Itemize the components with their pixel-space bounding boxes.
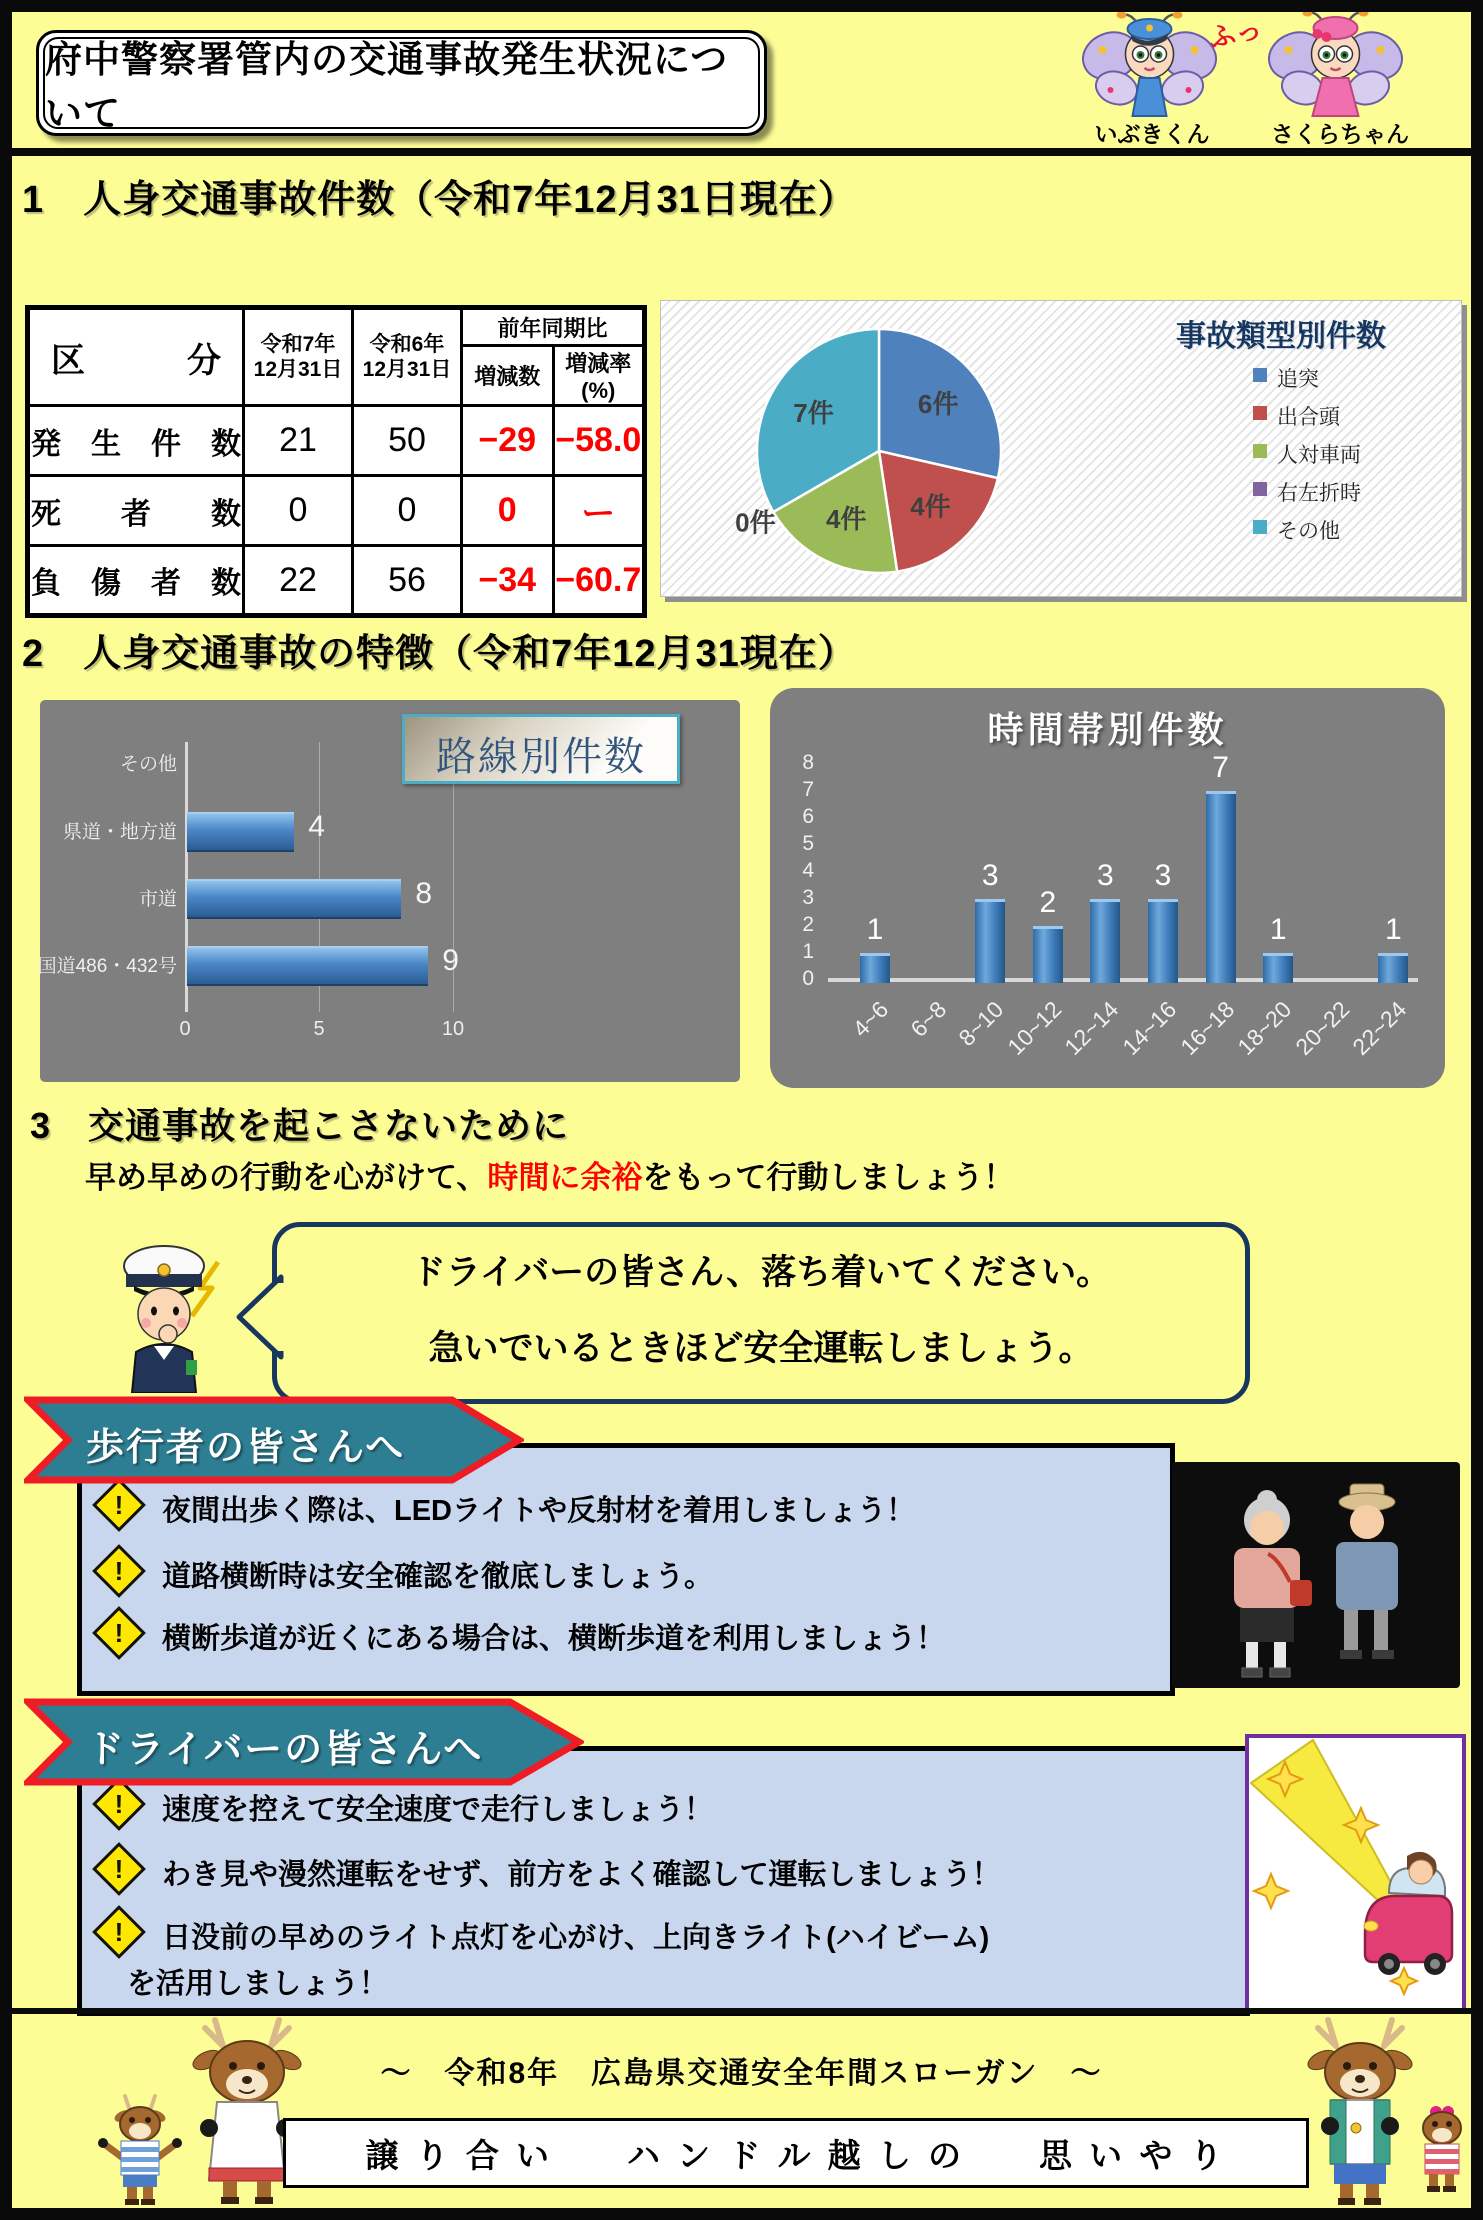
- bubble-line-2: 急いでいるときほど安全運転しましょう。: [428, 1329, 1094, 1368]
- slogan-text: 譲 り 合 い ハ ン ド ル 越 し の 思 い や り: [365, 2136, 1227, 2174]
- time-bar-value: 7: [1212, 751, 1229, 784]
- warning-icon: !: [92, 1606, 146, 1660]
- row-value: 0: [244, 476, 353, 546]
- route-tick-label: 5: [313, 1018, 325, 1040]
- time-category-label: 4~6: [847, 996, 894, 1042]
- time-bar: [1033, 926, 1063, 983]
- header-divider: [0, 148, 1483, 156]
- time-ytick-label: 0: [802, 967, 814, 990]
- time-bar-chart: [770, 688, 1445, 1088]
- warning-icon: !: [92, 1777, 146, 1831]
- butterfly-mascot-ibuki: [1072, 6, 1227, 118]
- route-category-label: 市道: [138, 889, 177, 910]
- legend-label: 人対車両: [1277, 444, 1361, 467]
- warning-icon: !: [92, 1544, 146, 1598]
- table-header-r7-line1: 令和7年: [260, 332, 336, 356]
- speech-bubble: [272, 1222, 1250, 1404]
- route-bar: [187, 879, 401, 919]
- row-rate: −58.0: [553, 406, 645, 476]
- time-category-label: 20~22: [1290, 996, 1355, 1061]
- legend-swatch: [1253, 482, 1267, 496]
- accident-type-pie: [661, 301, 1121, 596]
- row-value: 22: [244, 546, 353, 616]
- time-bar: [975, 899, 1005, 983]
- bubble-line-1: ドライバーの皆さん、落ち着いてください。: [410, 1253, 1112, 1292]
- row-diff: −29: [462, 406, 554, 476]
- driver-item-text: 速度を控えて安全速度で走行しましょう！: [162, 1794, 714, 1826]
- table-header-r7: [244, 308, 353, 406]
- legend-label: その他: [1277, 520, 1340, 543]
- pie-slice-label: 0件: [735, 507, 776, 538]
- pie-slice-label: 6件: [917, 388, 959, 419]
- lead-before: 早め早めの行動を心がけて、: [85, 1160, 488, 1195]
- warning-icon: !: [92, 1478, 146, 1532]
- table-row: [28, 406, 645, 476]
- time-bar: [1090, 899, 1120, 983]
- route-bar-value: 9: [442, 944, 459, 977]
- time-ytick-label: 3: [802, 886, 814, 909]
- time-bar: [1263, 953, 1293, 983]
- row-rate: ー: [553, 476, 645, 546]
- time-ytick-label: 1: [802, 940, 814, 963]
- section3-heading: 3 交通事故を起こさないために: [30, 1105, 570, 1146]
- route-bar-value: 8: [415, 877, 433, 910]
- route-bar: [187, 812, 294, 852]
- lead-after: をもって行動しましょう！: [642, 1160, 1015, 1195]
- slogan-title: ～ 令和8年 広島県交通安全年間スローガン ～: [380, 2057, 1103, 2090]
- time-ytick-label: 2: [802, 913, 814, 936]
- time-ytick-label: 6: [802, 805, 814, 828]
- time-bar-value: 1: [1385, 913, 1402, 946]
- driver-item-text: 日没前の早めのライト点灯を心がけ、上向きライト(ハイビーム): [162, 1922, 990, 1954]
- table-header-rate: 増減率(%): [553, 346, 645, 406]
- legend-swatch: [1253, 520, 1267, 534]
- legend-item: [1253, 515, 1433, 541]
- time-ytick-label: 8: [802, 751, 814, 774]
- time-bar-value: 3: [1154, 859, 1172, 892]
- table-header-diff: 増減数: [462, 346, 554, 406]
- warning-icon: !: [92, 1842, 146, 1896]
- section1-heading: 1 人身交通事故件数（令和7年12月31日現在）: [22, 179, 857, 221]
- elderly-couple-drawing: [1172, 1462, 1460, 1688]
- time-ytick-label: 5: [802, 832, 814, 855]
- accident-stats-table: [25, 305, 647, 618]
- table-header-r6-line2: 12月31日: [362, 358, 452, 381]
- time-category-label: 16~18: [1174, 996, 1239, 1061]
- legend-label: 右左折時: [1277, 482, 1361, 505]
- time-bar-value: 3: [1097, 859, 1114, 892]
- row-value: 21: [244, 406, 353, 476]
- page-title: 府中警察署管内の交通事故発生状況について: [45, 39, 729, 134]
- driver-item-continuation: を活用しましょう！: [127, 1968, 389, 2000]
- time-ytick-label: 7: [802, 778, 814, 801]
- row-rate: −60.7: [553, 546, 645, 616]
- pedestrian-banner: [24, 1396, 524, 1484]
- pie-slice-label: 4件: [910, 491, 951, 522]
- pedestrian-item-text: 夜間出歩く際は、LEDライトや反射材を着用しましょう！: [162, 1495, 916, 1527]
- time-category-label: 12~14: [1059, 996, 1124, 1061]
- legend-label: 追突: [1277, 368, 1319, 391]
- legend-item: [1253, 439, 1433, 465]
- time-bar: [1148, 899, 1178, 983]
- row-label: 死 者 数: [28, 476, 244, 546]
- time-category-label: 8~10: [953, 996, 1009, 1052]
- row-label: 負 傷 者 数: [28, 546, 244, 616]
- mascot-sound-text: ふっ: [1206, 14, 1265, 54]
- legend-item: [1253, 363, 1433, 389]
- route-category-label: 国道486・432号: [37, 956, 177, 977]
- pedestrian-item-text: 道路横断時は安全確認を徹底しましょう。: [162, 1561, 714, 1593]
- time-category-label: 10~12: [1002, 996, 1067, 1061]
- time-ytick-label: 4: [802, 859, 814, 882]
- time-category-label: 14~16: [1117, 996, 1182, 1061]
- driver-item-text: わき見や漫然運転をせず、前方をよく確認して運転しましょう！: [162, 1859, 1001, 1891]
- elderly-couple-image: [1172, 1462, 1460, 1688]
- time-bar: [860, 953, 890, 983]
- headlight-driver-drawing: [1249, 1738, 1454, 2002]
- table-header-r6: [353, 308, 462, 406]
- route-chart-title: 路線別件数: [436, 735, 646, 779]
- driver-banner-text: ドライバーの皆さんへ: [86, 1729, 484, 1771]
- time-bar-value: 1: [1269, 913, 1287, 946]
- driver-banner: [24, 1698, 584, 1786]
- row-diff: −34: [462, 546, 554, 616]
- lead-red: 時間に余裕: [487, 1160, 643, 1195]
- table-header-kubun: 区 分: [28, 308, 244, 406]
- legend-item: [1253, 477, 1433, 503]
- time-chart-title: 時間帯別件数: [987, 709, 1228, 750]
- legend-swatch: [1253, 406, 1267, 420]
- route-category-label: 県道・地方道: [62, 822, 177, 843]
- table-header-r7-line2: 12月31日: [253, 358, 343, 381]
- section2-heading: 2 人身交通事故の特徴（令和7年12月31現在）: [22, 633, 857, 675]
- butterfly-mascot-sakura: [1258, 6, 1413, 118]
- row-value: 50: [353, 406, 462, 476]
- time-axis-line: [828, 978, 1418, 982]
- legend-label: 出合頭: [1277, 406, 1340, 429]
- route-chart-title-box: [402, 714, 680, 784]
- pie-slice-label: 4件: [825, 504, 867, 535]
- route-bar-chart: [37, 700, 740, 1082]
- table-row: [28, 546, 645, 616]
- time-bar-value: 1: [866, 913, 884, 946]
- accident-type-pie-panel: [660, 300, 1462, 597]
- time-bar: [1206, 791, 1236, 983]
- row-label: 発 生 件 数: [28, 406, 244, 476]
- route-category-label: その他: [119, 754, 177, 775]
- legend-swatch: [1253, 444, 1267, 458]
- pedestrian-item-text: 横断歩道が近くにある場合は、横断歩道を利用しましょう！: [162, 1623, 946, 1655]
- row-diff: 0: [462, 476, 554, 546]
- time-bar: [1378, 953, 1408, 983]
- mascot-label-sakura: さくらちゃん: [1271, 121, 1409, 147]
- table-row: [28, 476, 645, 546]
- headlight-driver-image: [1245, 1734, 1466, 2014]
- title-box: [36, 30, 767, 136]
- time-category-label: 6~8: [905, 996, 951, 1042]
- legend-swatch: [1253, 368, 1267, 382]
- title-box-inner: [43, 37, 760, 134]
- route-bar: [187, 946, 428, 986]
- route-bar-value: 4: [308, 810, 325, 843]
- time-bar-value: 2: [1039, 886, 1057, 919]
- driver-panel: [77, 1746, 1250, 2016]
- route-tick-label: 0: [179, 1018, 191, 1040]
- footer-divider: [0, 2008, 1483, 2014]
- table-header-comparison: 前年同期比: [462, 308, 645, 346]
- time-category-label: 18~20: [1232, 996, 1297, 1061]
- warning-icon: !: [92, 1905, 146, 1959]
- row-value: 0: [353, 476, 462, 546]
- time-bar-value: 3: [981, 859, 999, 892]
- section3-lead: [85, 1152, 1014, 1197]
- slogan-banner: [283, 2118, 1309, 2188]
- route-tick-label: 10: [441, 1018, 465, 1040]
- time-category-label: 22~24: [1347, 996, 1412, 1061]
- row-value: 56: [353, 546, 462, 616]
- mascot-label-ibuki: いぶきくん: [1094, 121, 1210, 147]
- pie-chart-title: 事故類型別件数: [1176, 320, 1386, 353]
- legend-item: [1253, 401, 1433, 427]
- pedestrian-banner-text: 歩行者の皆さんへ: [86, 1427, 406, 1469]
- pie-slice-label: 7件: [793, 398, 834, 429]
- table-header-r6-line1: 令和6年: [369, 332, 445, 356]
